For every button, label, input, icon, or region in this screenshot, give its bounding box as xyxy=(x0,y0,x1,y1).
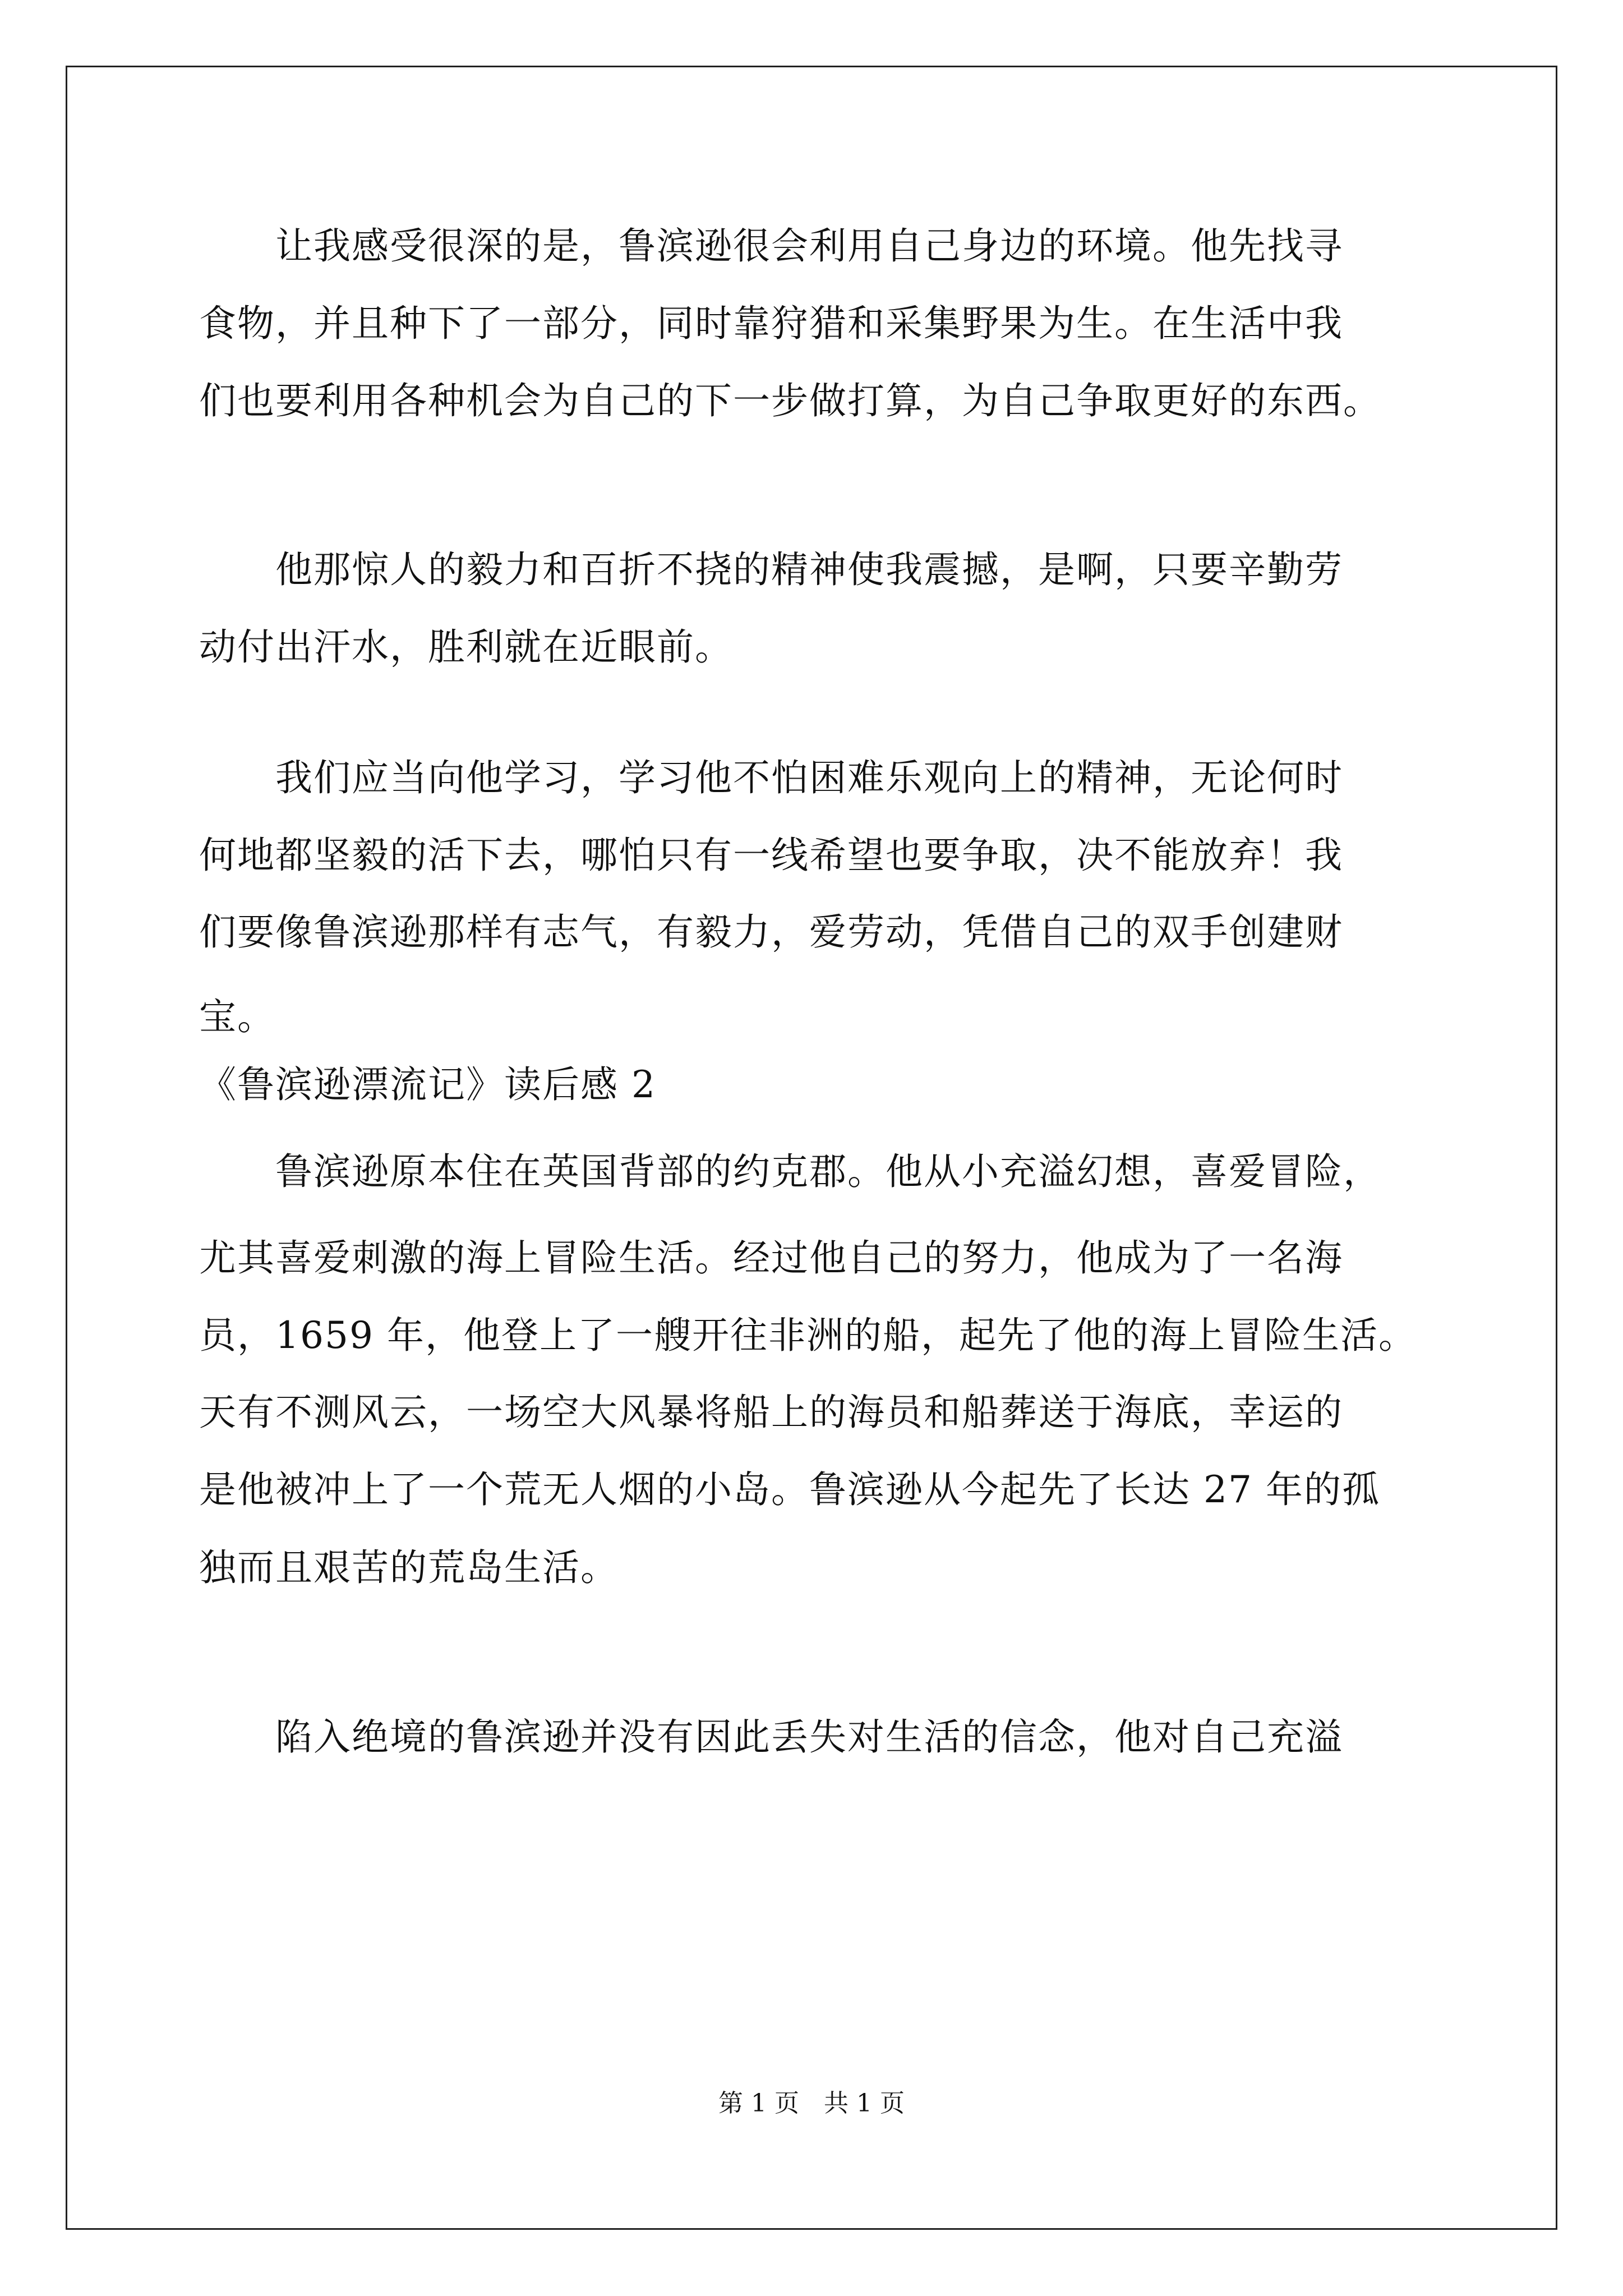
text-line: 陷入绝境的鲁滨逊并没有因此丢失对生活的信念，他对自己充溢 xyxy=(199,1715,1343,1759)
text-line: 独而且艰苦的荒岛生活。 xyxy=(199,1546,619,1589)
text-line: 食物，并且种下了一部分，同时靠狩猎和采集野果为生。在生活中我 xyxy=(199,302,1343,345)
section-heading: 《鲁滨逊漂流记》读后感 2 xyxy=(199,1063,656,1106)
text-line: 何地都坚毅的活下去，哪怕只有一线希望也要争取，决不能放弃！我 xyxy=(199,834,1343,877)
page-footer: 第 1 页 共 1 页 xyxy=(718,2089,905,2118)
text-line: 是他被冲上了一个荒无人烟的小岛。鲁滨逊从今起先了长达 27 年的孤 xyxy=(199,1468,1380,1511)
text-line: 员，1659 年，他登上了一艘开往非洲的船，起先了他的海上冒险生活。 xyxy=(199,1314,1417,1357)
text-line: 们也要利用各种机会为自己的下一步做打算，为自己争取更好的东西。 xyxy=(199,379,1381,422)
text-line: 天有不测风云，一场空大风暴将船上的海员和船葬送于海底，幸运的 xyxy=(199,1391,1343,1434)
text-line: 尤其喜爱刺激的海上冒险生活。经过他自己的努力，他成为了一名海 xyxy=(199,1236,1343,1280)
text-line: 我们应当向他学习，学习他不怕困难乐观向上的精神，无论何时 xyxy=(199,756,1343,799)
text-line: 他那惊人的毅力和百折不挠的精神使我震撼，是啊，只要辛勤劳 xyxy=(199,548,1343,591)
text-line: 让我感受很深的是，鲁滨逊很会利用自己身边的环境。他先找寻 xyxy=(199,224,1343,268)
text-line: 鲁滨逊原本住在英国背部的约克郡。他从小充溢幻想，喜爱冒险， xyxy=(199,1150,1381,1193)
text-line: 动付出汗水，胜利就在近眼前。 xyxy=(199,625,733,669)
text-line: 们要像鲁滨逊那样有志气，有毅力，爱劳动，凭借自己的双手创建财 xyxy=(199,910,1343,954)
text-line: 宝。 xyxy=(199,995,275,1038)
